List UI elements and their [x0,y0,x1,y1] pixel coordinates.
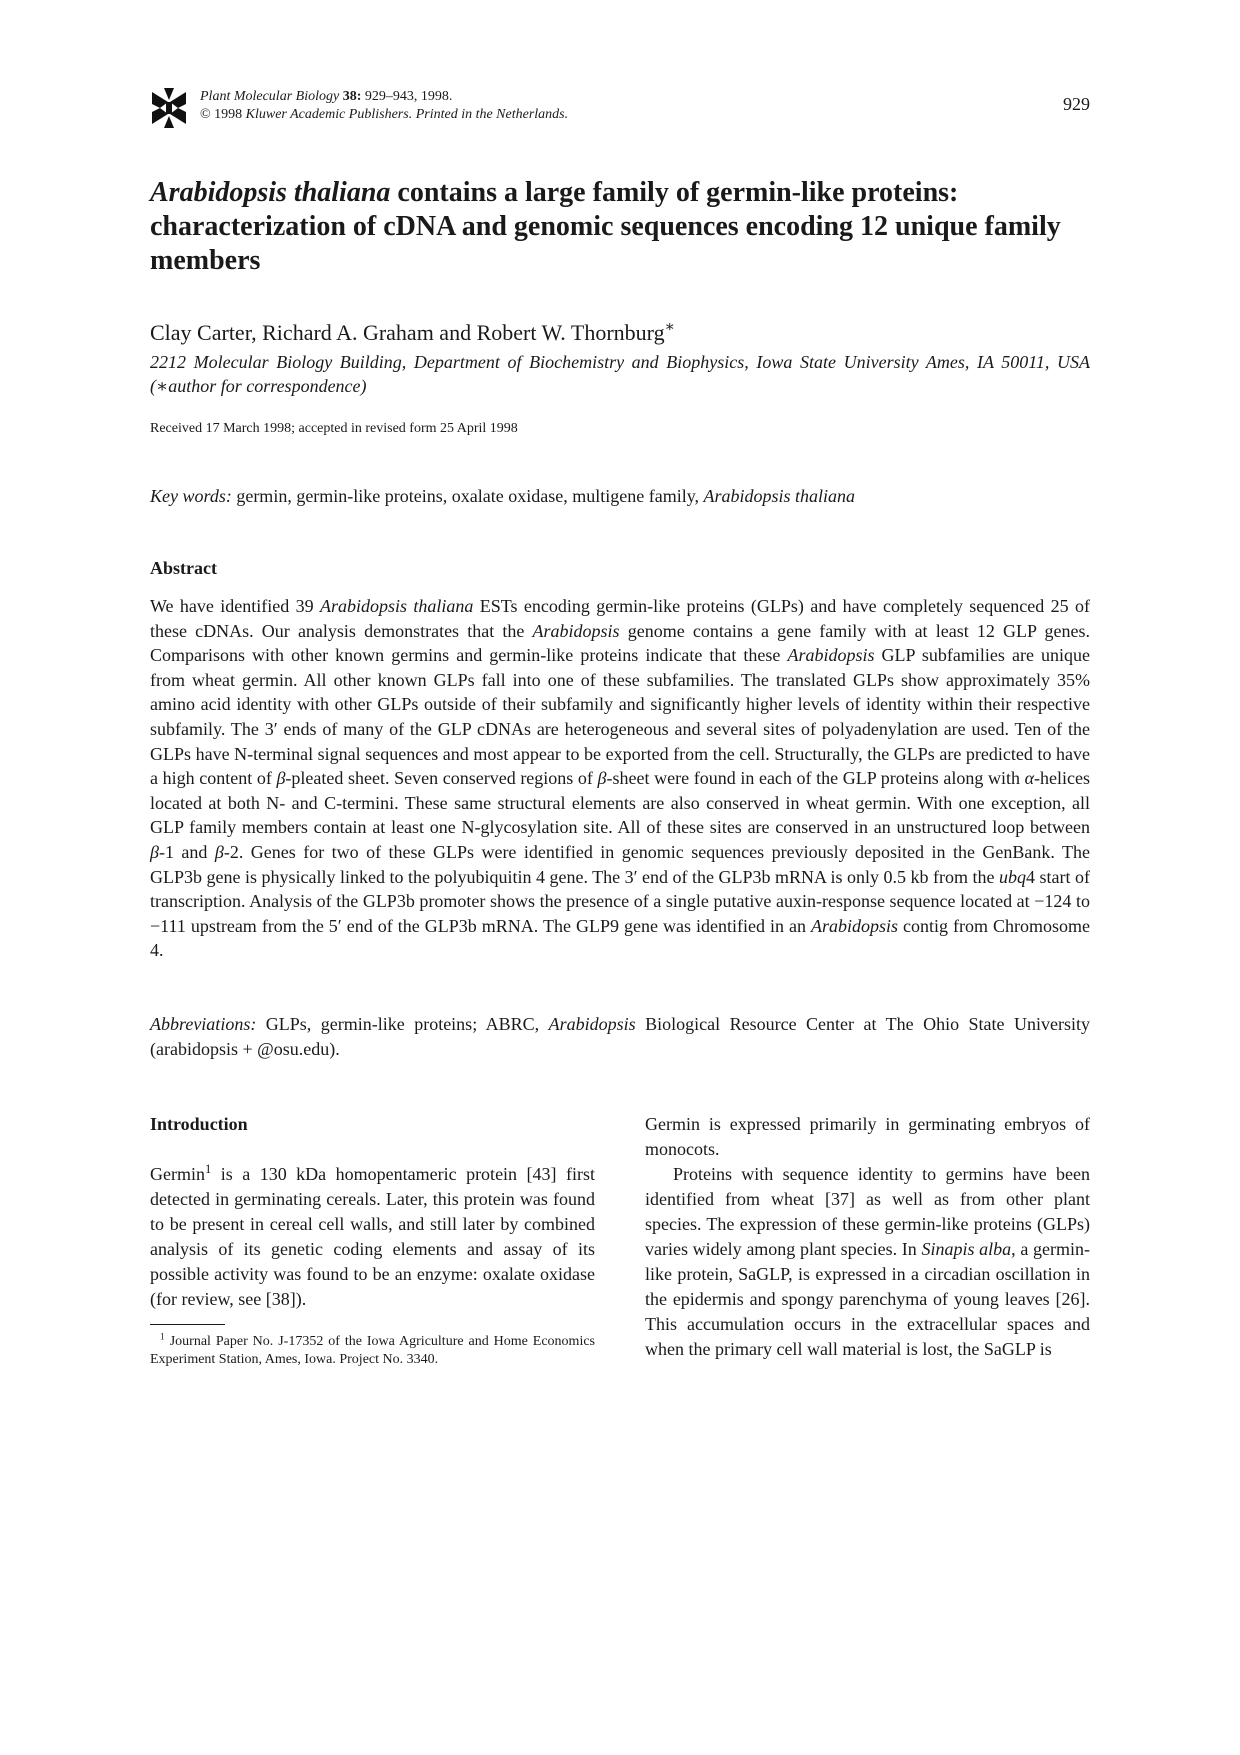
abstract-text: ESTs encoding germin-like proteins (GLPs) and have completely sequenced 25 of these cDNAs. Our analysis demonstrates that the [150,596,1090,641]
authors [150,320,1090,346]
intro-text: is a 130 kDa homopentameric protein [43] first detected in germinating cereals. Later, this protein was found to be present in cereal cell walls, and still later by combined analysis of its genetic coding elements and assay of its possible activity was found to be an enzyme: oxalate oxidase (for review, see [38]). [150,1164,595,1309]
abstract-text: genome contains a gene family with at least 12 GLP genes. Comparisons with other known germins and germin-like proteins indicate that these [150,620,1091,666]
abstract-italic: α [1024,768,1035,789]
title-italic: Arabidopsis thaliana [150,177,391,208]
journal-name: Plant Molecular Biology [200,89,340,104]
abbreviations-label: Abbreviations: [150,1014,257,1034]
abbreviations-italic: Arabidopsis [548,1014,636,1034]
journal-volume: 38: [342,89,362,104]
publisher-logo [150,88,188,128]
abbreviations-text: GLPs, germin-like proteins; ABRC, [256,1014,549,1034]
received-dates: Received 17 March 1998; accepted in revised form 25 April 1998 [150,421,518,436]
introduction-heading: Introduction [150,1114,248,1134]
abstract-italic: β [597,768,607,789]
intro-text: Germin [150,1164,205,1184]
abstract-italic: Arabidopsis thaliana [319,596,474,616]
abstract-text: -sheet were found in each of the GLP proteins along with [606,768,1025,789]
intro-italic: Sinapis alba [921,1239,1012,1259]
footnote-text: Journal Paper No. J-17352 of the Iowa Agriculture and Home Economics Experiment Station, Ames, Iowa. Project No. 3340. [150,1334,595,1367]
intro-text: , a germin-like protein, SaGLP, is expressed in a circadian oscillation in the epidermis and spongy parenchyma of young leaves [26]. This accumulation occurs in the extracellular spaces and when the primary cell wall material is lost, the SaGLP is [645,1239,1090,1359]
journal-citation [200,88,568,124]
intro-paragraph-2 [645,1162,1090,1362]
abstract-text: -pleated sheet. Seven conserved regions of [285,768,598,789]
right-column [645,1112,1090,1362]
journal-header [150,88,1090,128]
keywords-label: Key words: [150,486,232,506]
abstract-text: GLP subfamilies are unique from wheat germin. All other known GLPs fall into one of these subfamilies. The translated GLPs show approximately 35% amino acid identity with other GLPs outside of their subfamily and significantly higher levels of identity within their respective subfamily. The 3′ ends of many of the GLP cDNAs are heterogeneous and several sites of polyadenylation are used. Ten of the GLPs have N-terminal signal sequences and most appear to be exported from the cell. Structurally, the GLPs are predicted to have a high content of [150,645,1090,789]
abbreviations [150,1012,1090,1061]
paper-title [150,176,1090,278]
abstract-italic: Arabidopsis [810,915,898,936]
keywords [150,484,1090,508]
title-rest: contains a large family of germin-like proteins: characterization of cDNA and genomic sequences encoding 12 unique family members [150,177,1061,276]
intro-paragraph-continued: Germin is expressed primarily in germinating embryos of monocots. [645,1114,1090,1159]
abstract-italic: β [214,841,224,862]
page-number: 929 [1063,94,1090,114]
abstract-text: contig from Chromosome 4. [150,915,1090,961]
footnote-number: 1 [159,1331,165,1343]
left-column [150,1112,595,1369]
footnote-ref: 1 [204,1162,212,1176]
intro-text: Proteins with sequence identity to germins have been identified from wheat [37] as well as from other plant species. The expression of these germin-like proteins (GLPs) varies widely among plant species. In [645,1164,1090,1259]
abstract-italic: Arabidopsis [532,620,620,641]
publisher: Kluwer Academic Publishers. Printed in the Netherlands. [245,107,569,122]
abstract-body [150,594,1090,963]
footnote [150,1333,595,1369]
abstract-text: -1 and [158,841,215,862]
abstract-text: -helices located at both N- and C-termini. These same structural elements are also conserved in wheat germin. With one exception, all GLP family members contain at least one N-glycosylation site. All of these sites are conserved in an unstructured loop between [150,768,1090,838]
abstract-text: -2. Genes for two of these GLPs were identified in genomic sequences previously deposited in the GenBank. The GLP3b gene is physically linked to the polyubiquitin 4 gene. The 3′ end of the GLP3b mRNA is only 0.5 kb from the [150,841,1090,887]
keywords-text: germin, germin-like proteins, oxalate oxidase, multigene family, [231,486,704,506]
abstract-italic: ubq [999,866,1027,887]
journal-pages: 929–943, 1998. [361,89,453,104]
footnote-rule [150,1324,225,1325]
abstract-text: 4 start of transcription. Analysis of the GLP3b promoter shows the presence of a single putative auxin-response sequence located at −124 to −111 upstream from the 5′ end of the GLP3b mRNA. The GLP9 gene was identified in an [150,866,1090,936]
abstract-italic: β [150,841,159,862]
abstract-italic: β [276,768,286,789]
correspondence-marker: ∗ [664,318,676,336]
abstract-heading: Abstract [150,558,217,578]
abstract-text: We have identified 39 [150,596,320,616]
abbreviations-text: Biological Resource Center at The Ohio State University (arabidopsis + @osu.edu). [150,1014,1090,1059]
affiliation: 2212 Molecular Biology Building, Department of Biochemistry and Biophysics, Iowa State University Ames, IA 50011, USA (∗author for correspondence) [150,352,1090,396]
keywords-italic: Arabidopsis thaliana [703,486,856,506]
copyright: © 1998 [200,107,246,122]
intro-paragraph-1 [150,1162,595,1312]
abstract-italic: Arabidopsis [787,645,875,666]
author-names: Clay Carter, Richard A. Graham and Robert W. Thornburg [150,320,665,345]
